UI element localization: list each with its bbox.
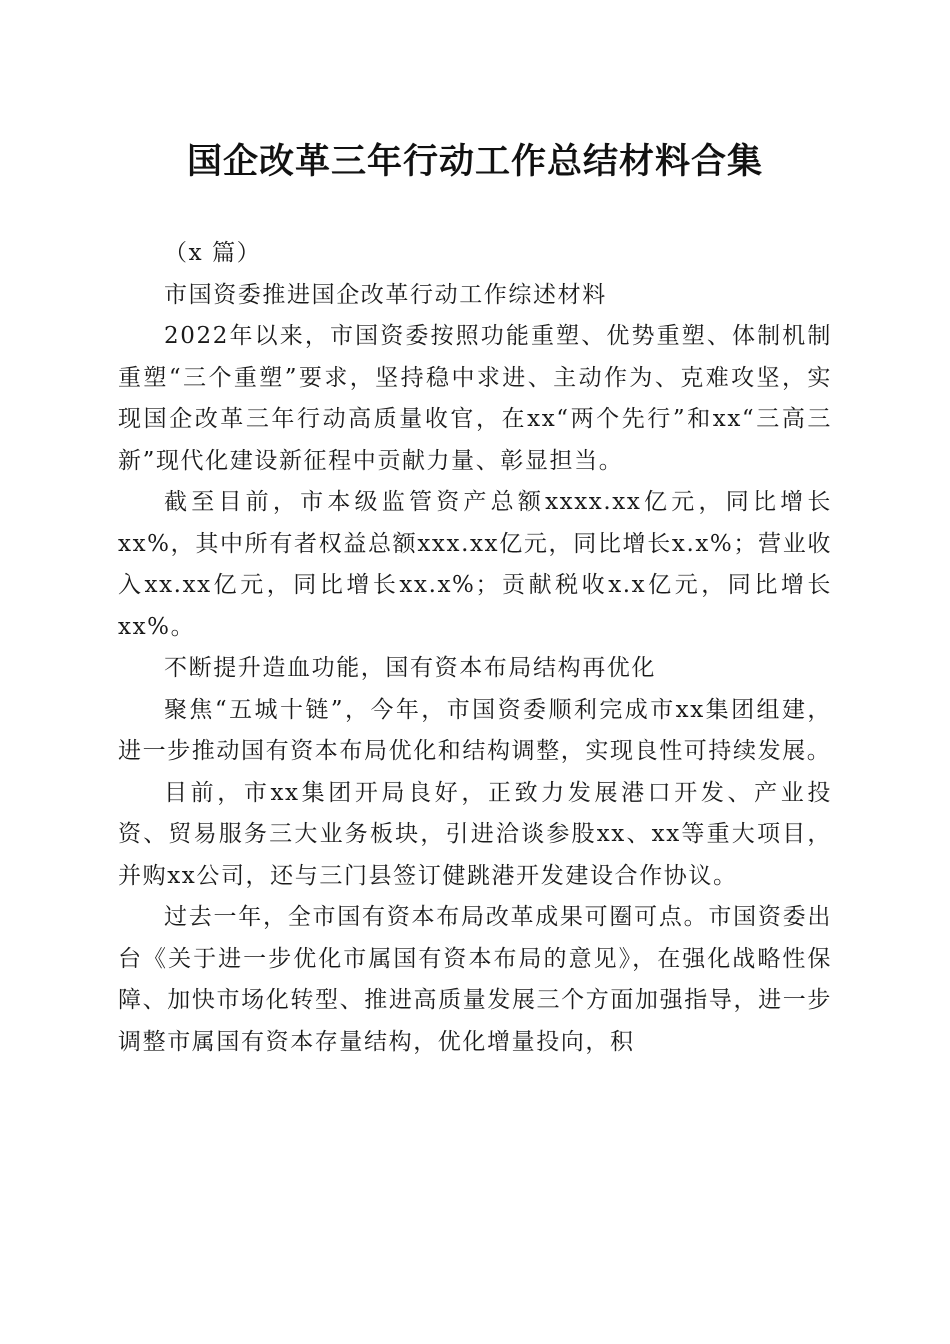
body-paragraph: 过去一年，全市国有资本布局改革成果可圈可点。市国资委出台《关于进一步优化市属国有资本布局的意见》，在强化战略性保障、加快市场化转型、推进高质量发展三个方面加强指导，进一步调整市属国有资本存量结构，优化增量投向，积 <box>118 904 832 1055</box>
body-paragraph: 截至目前，市本级监管资产总额xxxx.xx亿元，同比增长xx%，其中所有者权益总额xxx.xx亿元，同比增长x.x%；营业收入xx.xx亿元，同比增长xx.x%；贡献税收x.x亿元，同比增长xx%。 <box>118 489 832 640</box>
section-heading: 市国资委推进国企改革行动工作综述材料 <box>164 281 607 308</box>
section-heading: 不断提升造血功能，国有资本布局结构再优化 <box>164 655 656 681</box>
document-title: 国企改革三年行动工作总结材料合集 <box>186 142 763 182</box>
body-paragraph: 2022年以来，市国资委按照功能重塑、优势重塑、体制机制重塑“三个重塑”要求，坚持稳中求进、主动作为、克难攻坚，实现国企改革三年行动高质量收官，在xx“两个先行”和xx“三高三新”现代化建设新征程中贡献力量、彰显担当。 <box>118 323 832 474</box>
body-paragraph: 目前，市xx集团开局良好，正致力发展港口开发、产业投资、贸易服务三大业务板块，引进洽谈参股xx、xx等重大项目，并购xx公司，还与三门县签订健跳港开发建设合作协议。 <box>118 779 832 889</box>
body-paragraph: 聚焦“五城十链”，今年，市国资委顺利完成市xx集团组建，进一步推动国有资本布局优化和结构调整，实现良性可持续发展。 <box>118 696 832 764</box>
article-count-note: （x 篇） <box>164 240 262 266</box>
document-body <box>118 233 832 1063</box>
